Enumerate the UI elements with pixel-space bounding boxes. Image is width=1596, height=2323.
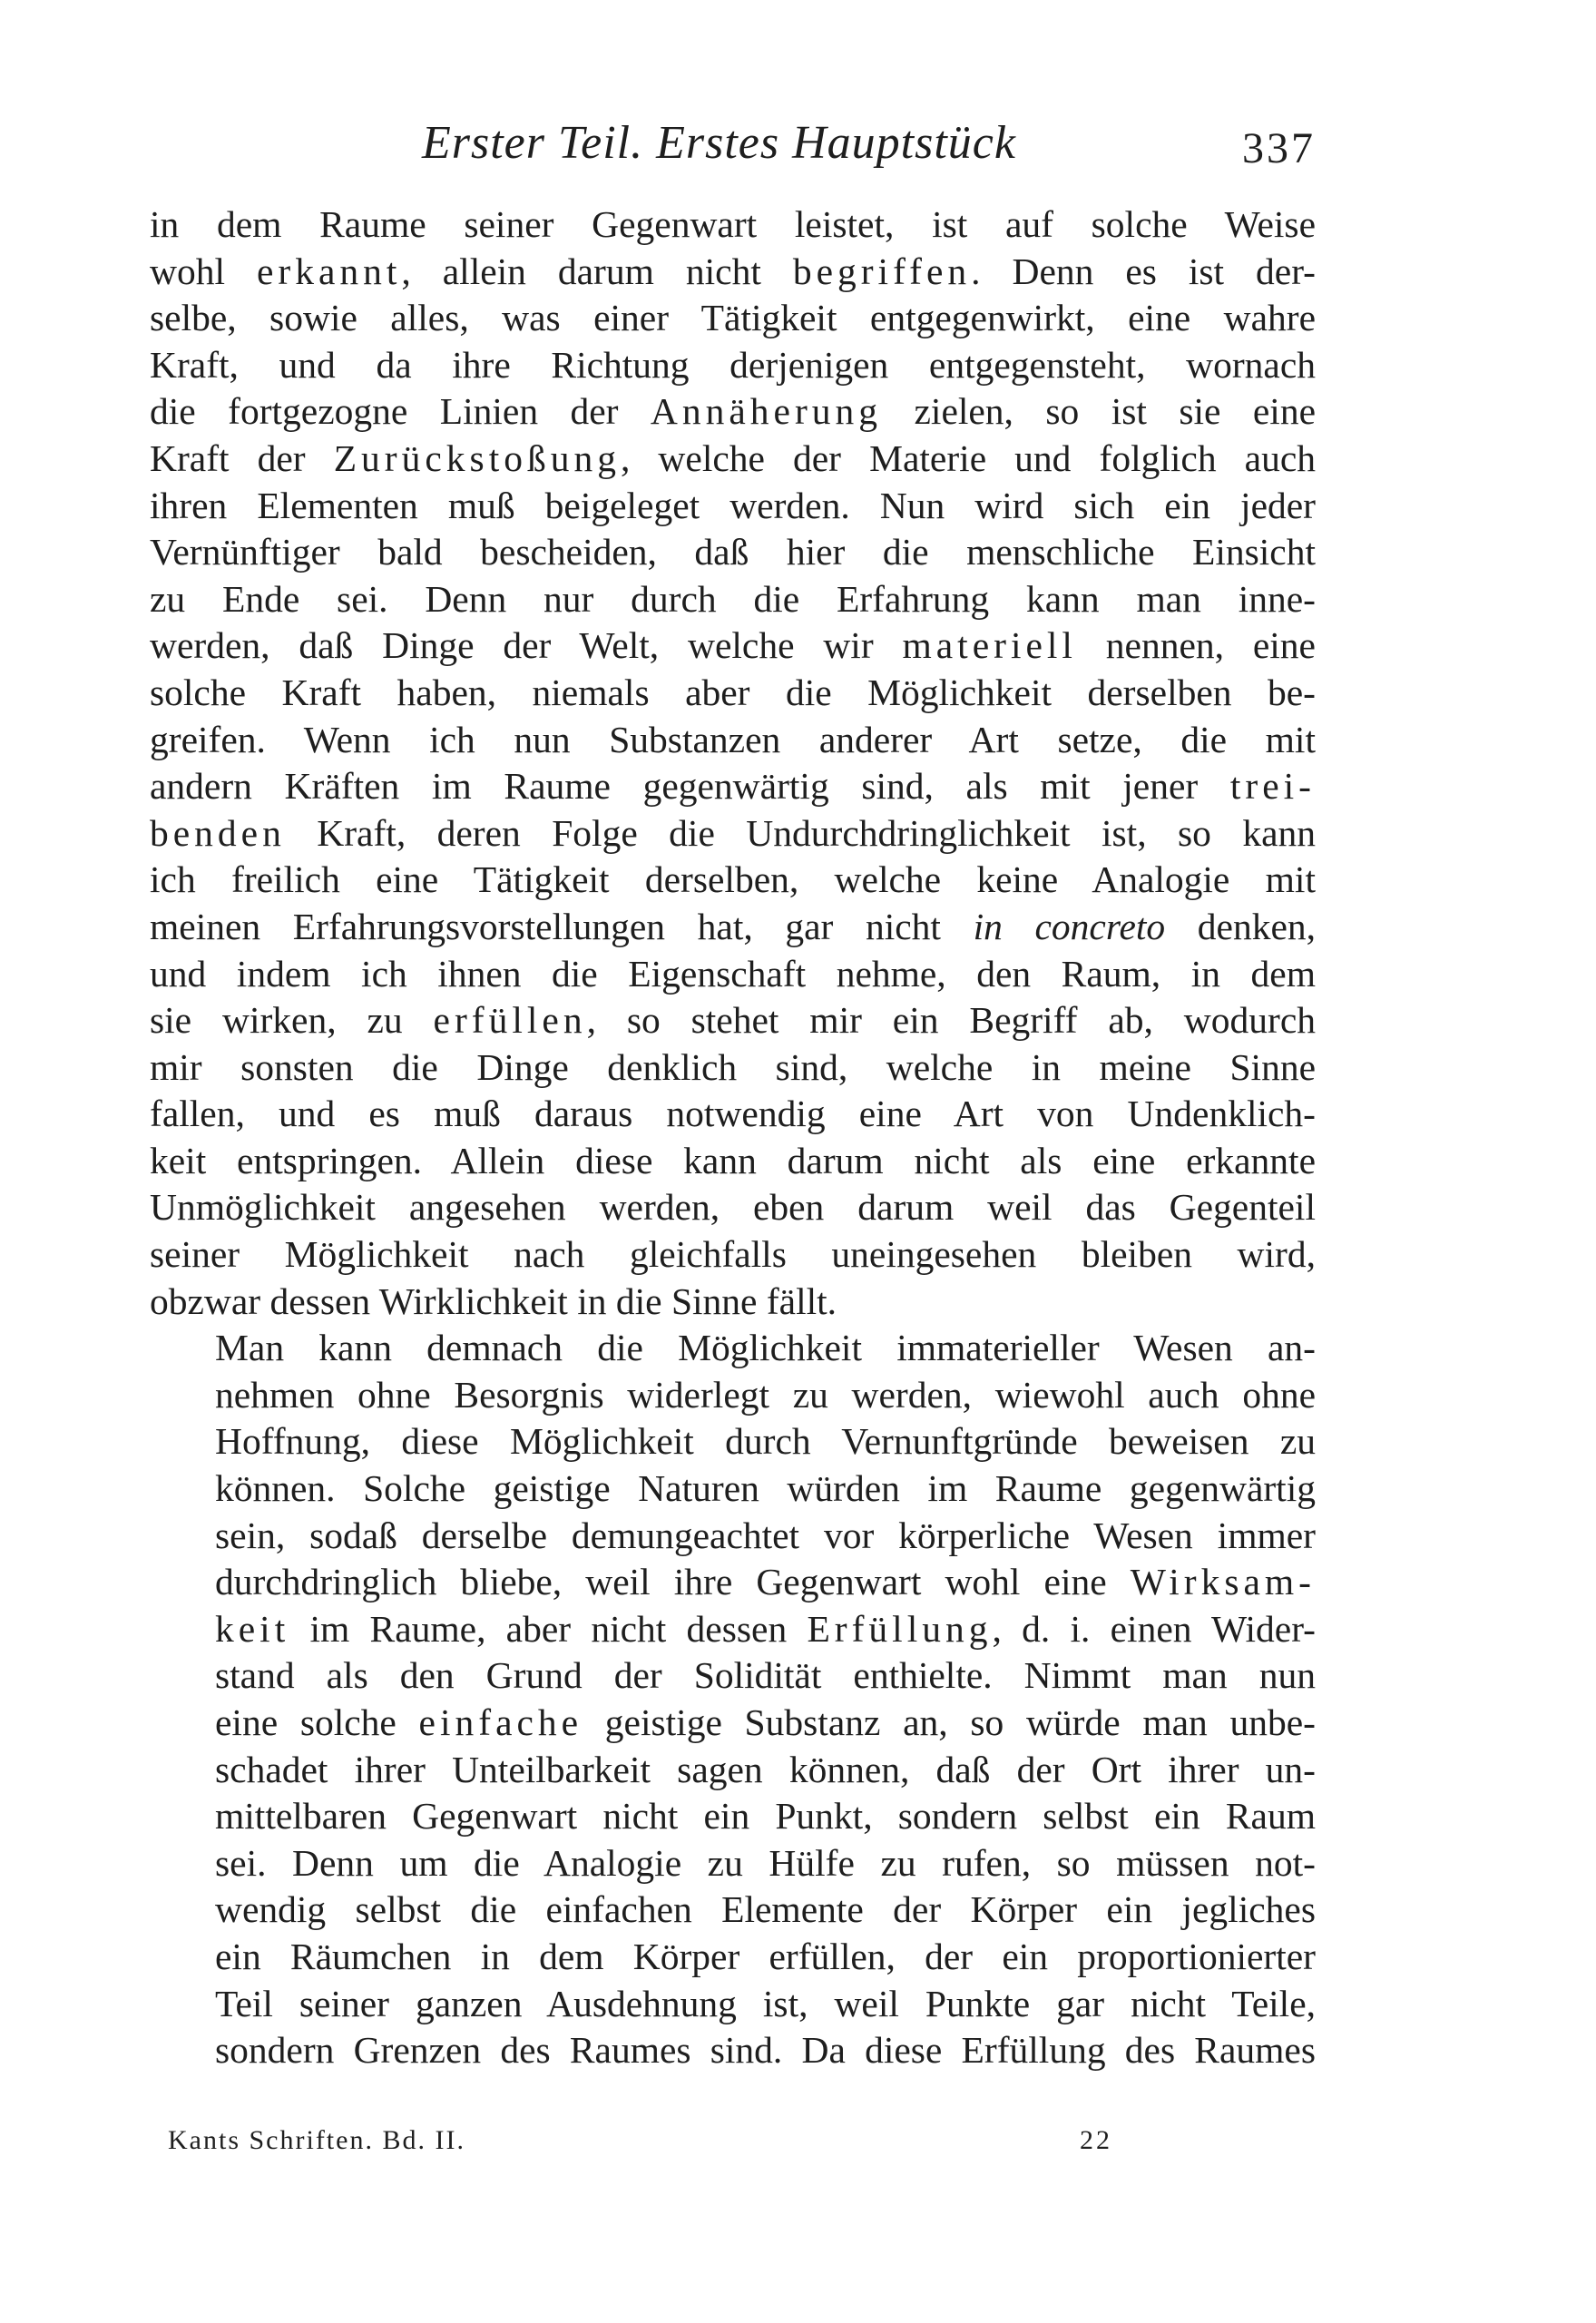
text-run: wendig selbst die einfachen Elemente der Körper ein jegliches (215, 1888, 1316, 1931)
text-run: ihren Elementen muß beigeleget werden. Nun wird sich ein jeder (150, 484, 1316, 526)
text-run: Kraft, und da ihre Richtung derjenigen entgegensteht, wornach (150, 343, 1316, 386)
text-line (150, 857, 1316, 904)
paragraph-1 (150, 201, 1316, 1325)
text-line (150, 483, 1316, 530)
spaced-emphasis: erkannt (256, 250, 402, 292)
text-line (150, 1513, 1316, 1560)
text-run: keit entspringen. Allein diese kann darum nicht als eine erkannte (150, 1139, 1316, 1181)
text-run: zielen, so ist sie eine (882, 390, 1316, 433)
text-line (150, 249, 1316, 296)
text-run: seiner Möglichkeit nach gleichfalls uneingesehen bleiben wird, (150, 1233, 1316, 1276)
spaced-emphasis: materiell (902, 624, 1077, 667)
text-run: stand als den Grund der Solidität enthielte. Nimmt man nun (215, 1654, 1316, 1697)
text-line (150, 388, 1316, 436)
text-run: , welche der Materie und folglich auch (620, 436, 1316, 479)
text-run: und indem ich ihnen die Eigenschaft nehme, den Raum, in dem (150, 952, 1316, 995)
text-line (150, 997, 1316, 1044)
text-line (150, 1372, 1316, 1419)
text-run: . Denn es ist der- (971, 250, 1317, 292)
text-line (150, 201, 1316, 249)
text-run: selbe, sowie alles, was einer Tätigkeit entgegenwirkt, eine wahre (150, 297, 1316, 339)
text-run: wohl (150, 250, 257, 292)
text-line (150, 1700, 1316, 1747)
text-run: durchdringlich bliebe, weil ihre Gegenwart wohl eine (215, 1561, 1131, 1603)
text-run: Hoffnung, diese Möglichkeit durch Vernunftgründe beweisen zu (215, 1420, 1316, 1463)
text-run: im Raume, aber nicht dessen (289, 1607, 808, 1650)
text-line (150, 1231, 1316, 1279)
text-line (150, 1044, 1316, 1092)
page-header (150, 116, 1316, 189)
text-line (150, 576, 1316, 623)
text-run: greifen. Wenn ich nun Substanzen anderer Art setze, die mit (150, 718, 1316, 760)
text-line (150, 1887, 1316, 1934)
body-text (150, 201, 1316, 2074)
text-line (150, 1138, 1316, 1185)
text-run: meinen Erfahrungsvorstellungen hat, gar nicht (150, 905, 974, 947)
spaced-emphasis: benden (150, 811, 286, 854)
spaced-emphasis: begriffen (792, 250, 972, 292)
signature-mark: 22 (1080, 2125, 1112, 2155)
text-line (150, 810, 1316, 858)
text-line (150, 2027, 1316, 2074)
text-line (150, 1559, 1316, 1606)
text-run: sie wirken, zu (150, 999, 434, 1042)
text-run: sondern Grenzen des Raumes sind. Da diese Erfüllung des Raumes (215, 2029, 1316, 2072)
text-line (150, 1934, 1316, 1981)
spaced-emphasis: erfüllen (433, 999, 587, 1042)
text-line (150, 1606, 1316, 1653)
text-line (150, 763, 1316, 810)
text-run: andern Kräften im Raume gegenwärtig sind, als mit jener (150, 765, 1230, 808)
spaced-emphasis: einfache (418, 1701, 583, 1743)
text-line (150, 1840, 1316, 1887)
spaced-emphasis: Wirksam- (1130, 1561, 1316, 1603)
text-line (150, 717, 1316, 764)
text-run: Vernünftiger bald bescheiden, daß hier die menschliche Einsicht (150, 531, 1316, 573)
text-run: , allein darum nicht (401, 250, 793, 292)
page-number: 337 (1242, 124, 1316, 172)
text-run: Kraft der (150, 436, 334, 479)
text-line (150, 1465, 1316, 1513)
text-line (150, 295, 1316, 342)
text-run: fallen, und es muß daraus notwendig eine Art von Undenklich- (150, 1093, 1316, 1135)
text-run: obzwar dessen Wirklichkeit in die Sinne fällt. (150, 1279, 837, 1322)
spaced-emphasis: Erfüllung (807, 1607, 993, 1650)
text-run: ein Räumchen in dem Körper erfüllen, der ein proportionierter (215, 1935, 1316, 1977)
spaced-emphasis: trei- (1229, 765, 1316, 808)
page-footer (168, 2125, 1166, 2161)
text-run: Man kann demnach die Möglichkeit immaterieller Wesen an- (215, 1327, 1316, 1369)
running-title: Erster Teil. Erstes Hauptstück (422, 117, 1016, 169)
text-line (150, 1091, 1316, 1138)
text-run: Unmöglichkeit angesehen werden, eben darum weil das Gegenteil (150, 1186, 1316, 1229)
text-run: , so stehet mir ein Begriff ab, wodurch (586, 999, 1316, 1042)
text-line (150, 1418, 1316, 1465)
text-run: mir sonsten die Dinge denklich sind, welche in meine Sinne (150, 1045, 1316, 1088)
text-run: sei. Denn um die Analogie zu Hülfe zu rufen, so müssen not- (215, 1841, 1316, 1884)
text-run: zu Ende sei. Denn nur durch die Erfahrung kann man inne- (150, 577, 1316, 620)
text-run: ich freilich eine Tätigkeit derselben, welche keine Analogie mit (150, 858, 1316, 901)
text-line (150, 1652, 1316, 1700)
spaced-emphasis: keit (215, 1607, 290, 1650)
text-line (150, 904, 1316, 951)
text-run: mittelbaren Gegenwart nicht ein Punkt, sondern selbst ein Raum (215, 1795, 1316, 1838)
spaced-emphasis: Zurückstoßung (333, 436, 621, 479)
text-line (150, 622, 1316, 670)
italic-emphasis: in concreto (973, 905, 1166, 947)
text-run: Teil seiner ganzen Ausdehnung ist, weil Punkte gar nicht Teile, (215, 1982, 1316, 2024)
text-run: werden, daß Dinge der Welt, welche wir (150, 624, 903, 667)
text-line (150, 951, 1316, 998)
text-run: Kraft, deren Folge die Undurchdringlichkeit ist, so kann (285, 811, 1316, 854)
spaced-emphasis: Annäherung (650, 390, 883, 433)
text-line (150, 1981, 1316, 2028)
text-run: denken, (1165, 905, 1316, 947)
text-run: die fortgezogne Linien der (150, 390, 651, 433)
text-run: sein, sodaß derselbe demungeachtet vor körperliche Wesen immer (215, 1514, 1316, 1556)
footer-signature: Kants Schriften. Bd. II. (168, 2125, 465, 2155)
text-run: solche Kraft haben, niemals aber die Möglichkeit derselben be- (150, 671, 1316, 713)
text-line (150, 342, 1316, 389)
text-run: schadet ihrer Unteilbarkeit sagen können, daß der Ort ihrer un- (215, 1748, 1316, 1790)
paragraph-2 (150, 1325, 1316, 2074)
text-line (150, 670, 1316, 717)
text-run: in dem Raume seiner Gegenwart leistet, ist auf solche Weise (150, 203, 1316, 245)
text-run: , d. i. einen Wider- (992, 1607, 1316, 1650)
text-line (150, 1793, 1316, 1840)
text-run: nennen, eine (1076, 624, 1316, 667)
text-line (150, 1184, 1316, 1231)
text-line (150, 1325, 1316, 1372)
text-line (150, 436, 1316, 483)
text-run: können. Solche geistige Naturen würden im Raume gegenwärtig (215, 1467, 1316, 1510)
text-run: geistige Substanz an, so würde man unbe- (583, 1701, 1316, 1743)
text-line (150, 1279, 1316, 1326)
text-line (150, 1747, 1316, 1794)
text-run: nehmen ohne Besorgnis widerlegt zu werden, wiewohl auch ohne (215, 1373, 1316, 1416)
text-line (150, 529, 1316, 576)
text-run: eine solche (215, 1701, 419, 1743)
